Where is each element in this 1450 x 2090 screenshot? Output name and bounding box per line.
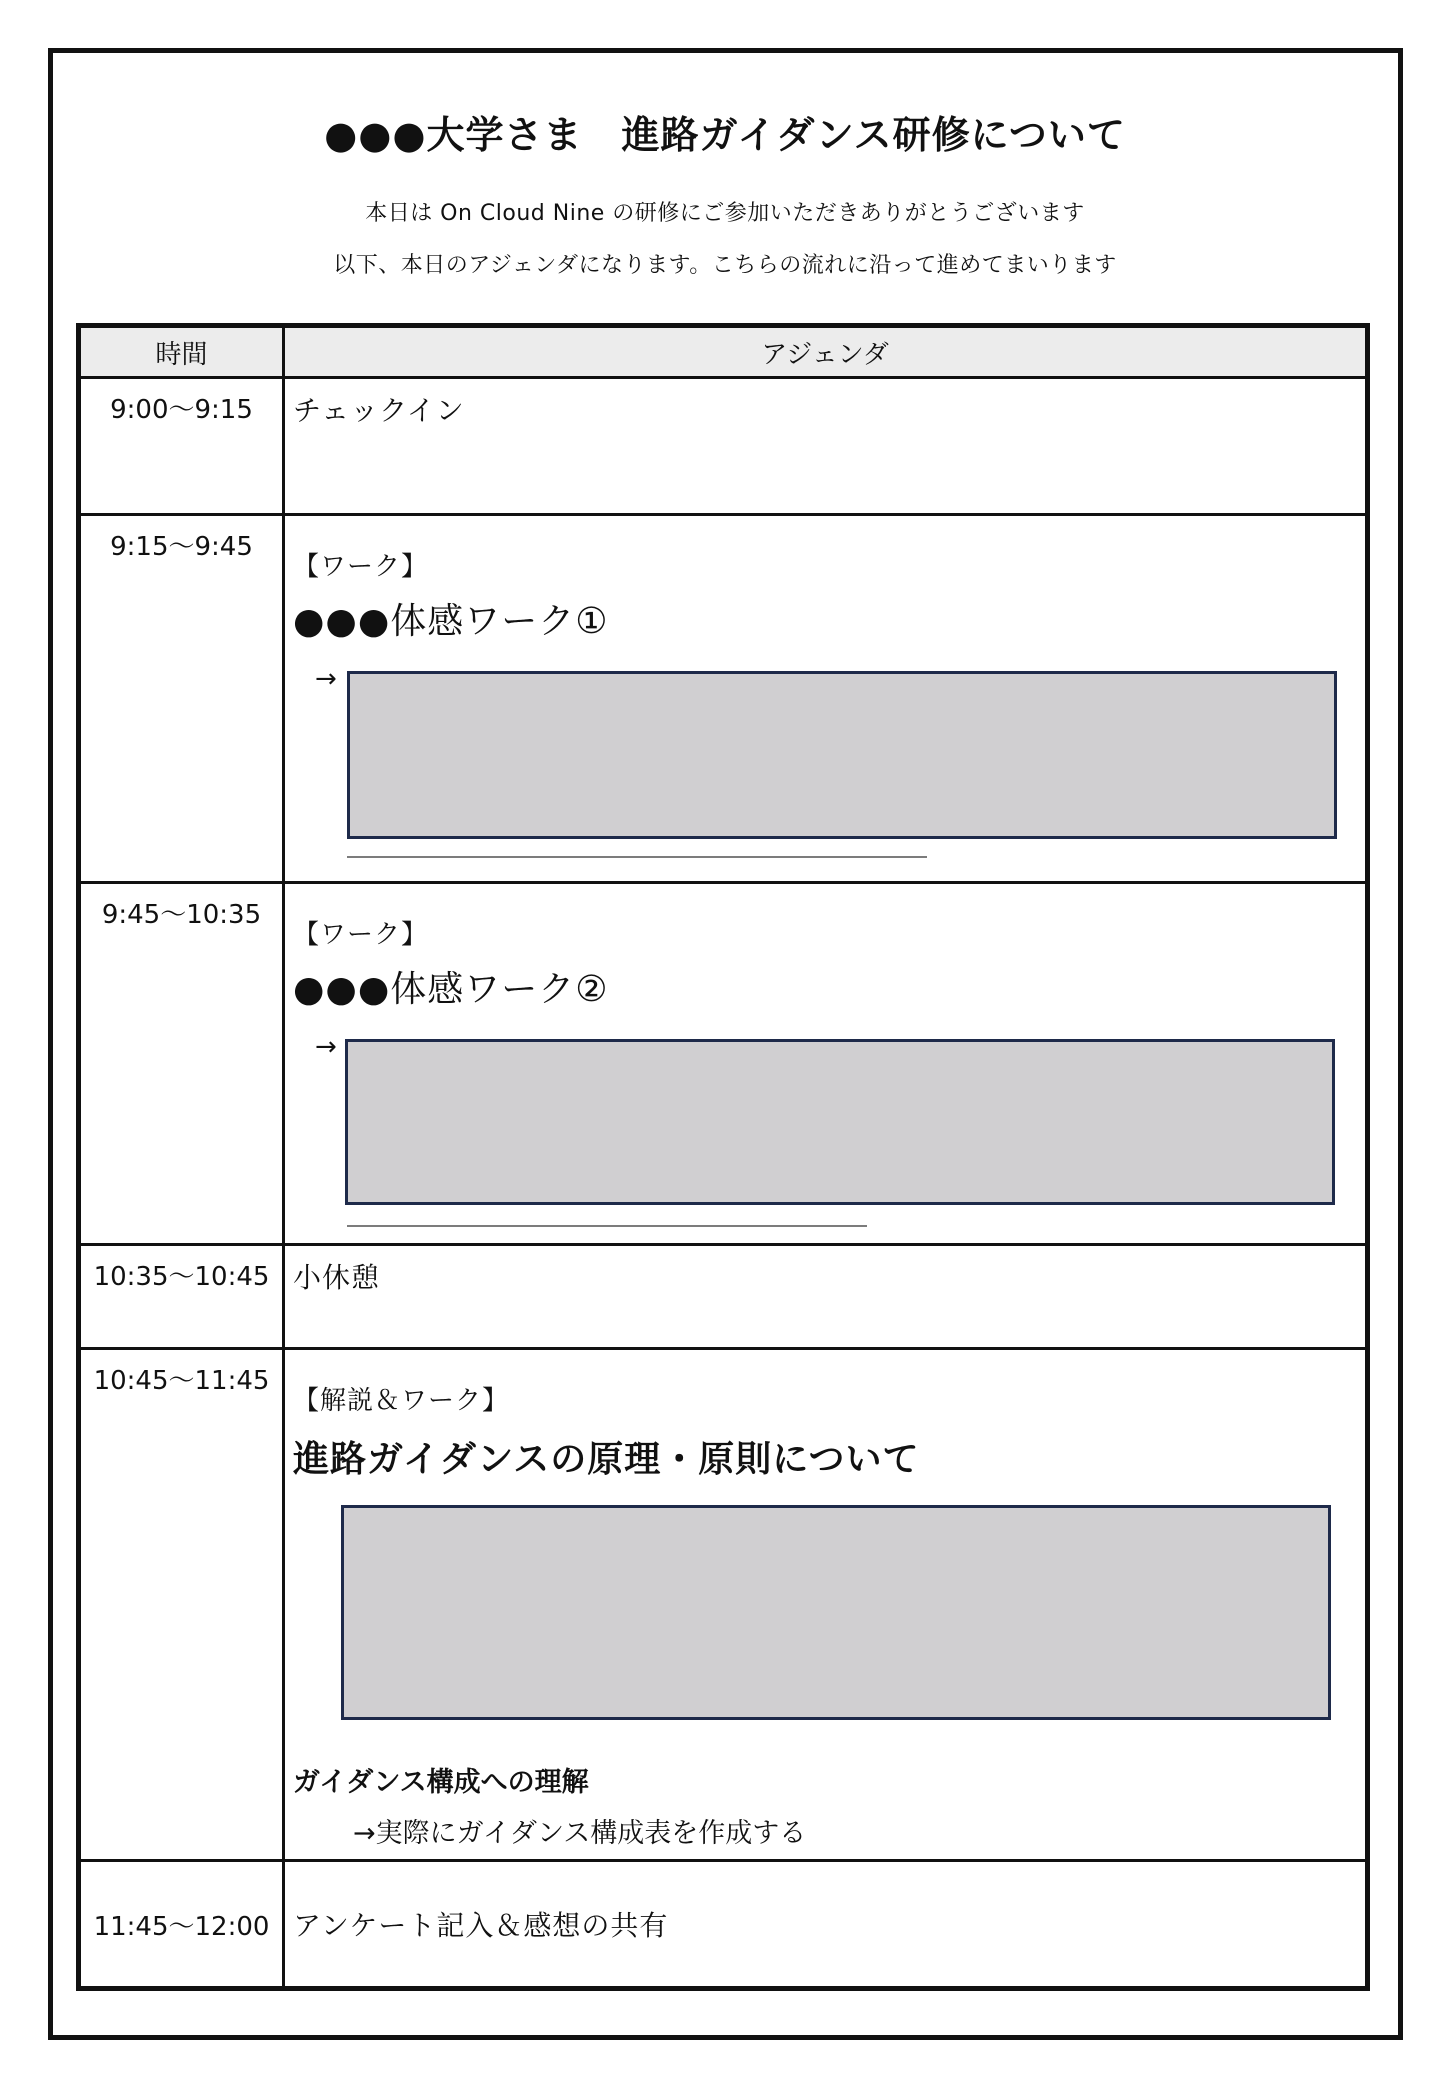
agenda-tag: 【ワーク】 [293, 552, 429, 582]
redaction-box [341, 1505, 1331, 1720]
table-row [79, 1245, 1368, 1349]
row-agenda [284, 1349, 1368, 1861]
row-agenda [284, 515, 1368, 883]
row-agenda [284, 1245, 1368, 1349]
header-time: 時間 [79, 326, 284, 378]
header-agenda: アジェンダ [284, 326, 1368, 378]
table-row [79, 1861, 1368, 1989]
agenda-title: ●●●体感ワーク② [293, 969, 609, 1010]
document-title: ●●●大学さま 進路ガイダンス研修について [324, 113, 1126, 157]
redaction-box [347, 671, 1337, 839]
redaction-box [345, 1039, 1335, 1205]
row-agenda [284, 883, 1368, 1245]
agenda-table [76, 323, 1370, 1991]
row-agenda [284, 1861, 1368, 1989]
agenda-subheading: ガイダンス構成への理解 [293, 1767, 589, 1798]
table-header-row [79, 326, 1368, 378]
agenda-title: ●●●体感ワーク① [293, 601, 609, 642]
agenda-item: アンケート記入＆感想の共有 [293, 1909, 669, 1942]
agenda-tag: 【解説＆ワーク】 [293, 1386, 510, 1416]
arrow-glyph: → [315, 664, 337, 694]
row-time: 10:35～10:45 [79, 1245, 284, 1349]
row-time: 11:45～12:00 [79, 1861, 284, 1989]
redaction-overflow [347, 838, 927, 858]
table-row [79, 378, 1368, 515]
table-row [79, 883, 1368, 1245]
intro-line-1: 本日は On Cloud Nine の研修にご参加いただきありがとうございます [365, 201, 1085, 226]
row-time: 9:15～9:45 [79, 515, 284, 883]
row-time: 10:45～11:45 [79, 1349, 284, 1861]
agenda-title: 進路ガイダンスの原理・原則について [293, 1439, 920, 1480]
agenda-subdetail: →実際にガイダンス構成表を作成する [353, 1818, 807, 1849]
row-time: 9:00～9:15 [79, 378, 284, 515]
intro-line-2: 以下、本日のアジェンダになります。こちらの流れに沿って進めてまいります [333, 253, 1117, 278]
redaction-overflow [347, 1207, 867, 1227]
agenda-item: 小休憩 [293, 1261, 381, 1294]
row-agenda [284, 378, 1368, 515]
agenda-tag: 【ワーク】 [293, 920, 429, 950]
table-row [79, 1349, 1368, 1861]
table-row [79, 515, 1368, 883]
agenda-item: チェックイン [293, 394, 465, 427]
arrow-glyph: → [315, 1032, 337, 1062]
row-time: 9:45～10:35 [79, 883, 284, 1245]
